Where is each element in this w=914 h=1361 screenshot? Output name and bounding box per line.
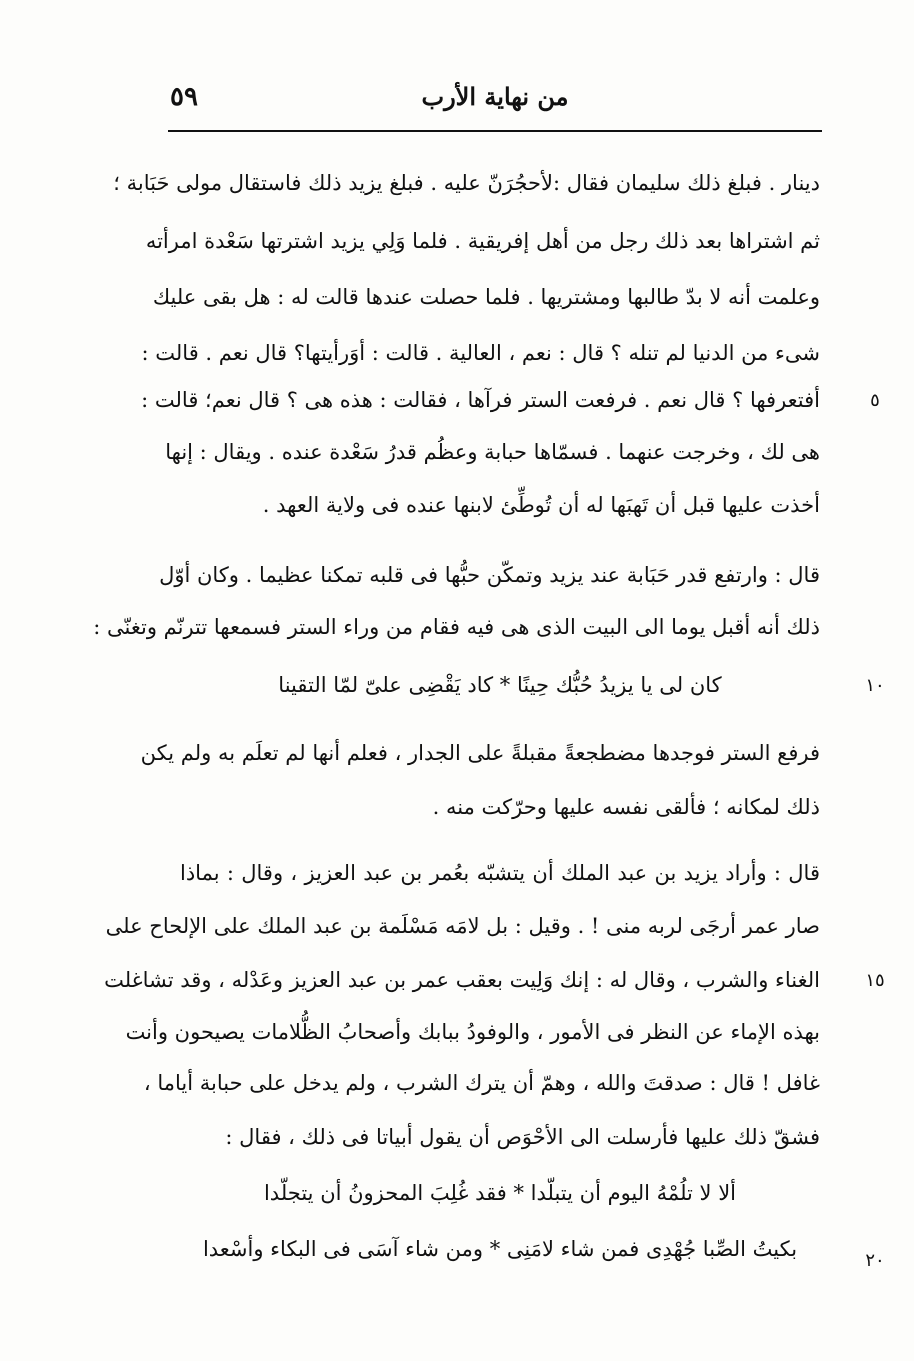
text-line: ثم اشتراها بعد ذلك رجل من أهل إفريقية . فلما وَلِي يزيد اشترتها سَعْدة امرأته — [145, 229, 820, 253]
running-header — [170, 82, 820, 122]
verse-line: كان لى يا يزيدُ حُبُّك حِينًا * كاد يَقْضِى علىّ لمّا التقينا — [278, 673, 722, 697]
text-line: أخذت عليها قبل أن تَهبَها له أن تُوطِّئ لابنها عنده فى ولاية العهد . — [262, 493, 820, 517]
text-line: قال : وأراد يزيد بن عبد الملك أن يتشبّه بعُمر بن عبد العزيز ، وقال : بماذا — [180, 861, 820, 885]
text-line: الغناء والشرب ، وقال له : إنك وَلِيت بعقب عمر بن عبد العزيز وعَدْله ، وقد تشاغلت — [104, 968, 820, 992]
line-number: ٥ — [870, 390, 880, 411]
text-line: فرفع الستر فوجدها مضطجعةً مقبلةً على الجدار ، فعلم أنها لم تعلَم به ولم يكن — [140, 741, 820, 765]
text-line: صار عمر أرجَى لربه منى ! . وقيل : بل لامَه مَسْلَمة بن عبد الملك على الإلحاح على — [105, 914, 820, 938]
header-rule — [168, 130, 822, 132]
line-number: ٢٠ — [865, 1250, 885, 1271]
text-line: أفتعرفها ؟ قال نعم . فرفعت الستر فرآها ، فقالت : هذه هى ؟ قال نعم؛ قالت : — [141, 388, 820, 412]
page-number: ٥٩ — [170, 82, 198, 112]
text-line: ذلك لمكانه ؛ فألقى نفسه عليها وحرّكت منه . — [432, 795, 820, 819]
text-line: غافل ! قال : صدقتَ والله ، وهمّ أن يترك الشرب ، ولم يدخل على حبابة أياما ، — [143, 1071, 820, 1095]
text-line: فشقّ ذلك عليها فأرسلت الى الأحْوَص أن يقول أبياتا فى ذلك ، فقال : — [225, 1125, 820, 1149]
text-line: بهذه الإماء عن النظر فى الأمور ، والوفودُ ببابك وأصحابُ الظُّلامات يصيحون وأنت — [125, 1020, 820, 1044]
text-line: هى لك ، وخرجت عنهما . فسمّاها حبابة وعظُم قدرُ سَعْدة عنده . ويقال : إنها — [165, 440, 820, 464]
text-line: وعلمت أنه لا بدّ طالبها ومشتريها . فلما حصلت عندها قالت له : هل بقى عليك — [152, 285, 820, 309]
line-number: ١٥ — [865, 970, 885, 991]
running-title: من نهاية الأرب — [421, 82, 569, 111]
text-line: دينار . فبلغ ذلك سليمان فقال :لأحجُرَنّ عليه . فبلغ يزيد ذلك فاستقال مولى حَبَابة ؛ — [113, 171, 820, 195]
verse-line: ألا لا تلُمْهُ اليوم أن يتبلّدا * فقد غُلِبَ المحزونُ أن يتجلّدا — [263, 1181, 737, 1205]
verse-line: بكيتُ الصِّبا جُهْدِى فمن شاء لامَنِى * ومن شاء آسَى فى البكاء وأسْعدا — [202, 1237, 798, 1261]
line-number: ١٠ — [865, 675, 885, 696]
text-line: شىء من الدنيا لم تنله ؟ قال : نعم ، العالية . قالت : أوَرأيتها؟ قال نعم . قالت : — [141, 341, 820, 365]
text-line: ذلك أنه أقبل يوما الى البيت الذى هى فيه فقام من وراء الستر فسمعها تترنّم وتغنّى : — [93, 615, 820, 639]
text-line: قال : وارتفع قدر حَبَابة عند يزيد وتمكّن حبُّها فى قلبه تمكنا عظيما . وكان أوّل — [159, 563, 820, 587]
